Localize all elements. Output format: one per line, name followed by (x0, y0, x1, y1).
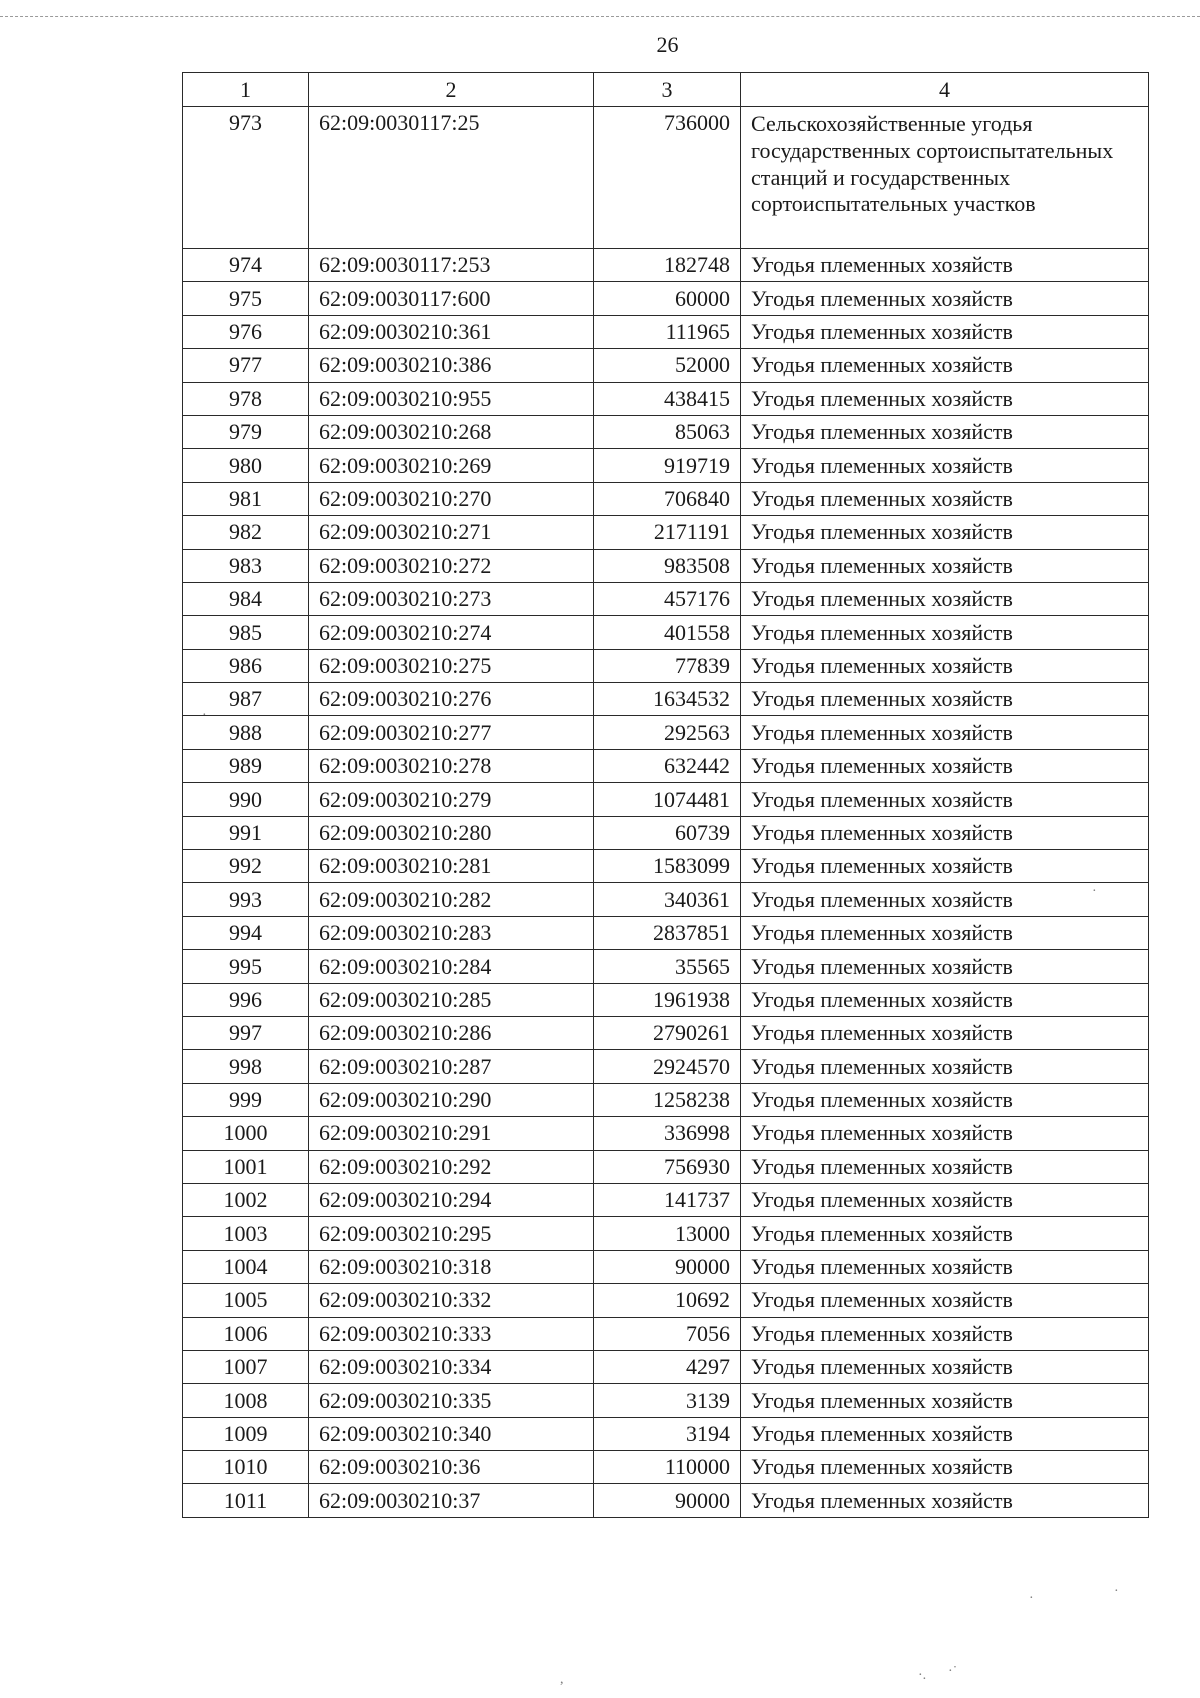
table-row (183, 1250, 1149, 1283)
area-cell: 2790261 (594, 1016, 741, 1049)
land-category-cell: Угодья племенных хозяйств (741, 1083, 1149, 1116)
area-cell: 438415 (594, 382, 741, 415)
column-header: 1 (183, 73, 309, 107)
row-number-cell: 997 (183, 1016, 309, 1049)
table-row (183, 1284, 1149, 1317)
area-cell: 736000 (594, 107, 741, 249)
row-number-cell: 1001 (183, 1150, 309, 1183)
row-number-cell: 976 (183, 315, 309, 348)
cadastral-number-cell: 62:09:0030210:386 (309, 349, 594, 382)
table-row (183, 249, 1149, 282)
land-category-cell: Угодья племенных хозяйств (741, 1183, 1149, 1216)
land-category-cell: Угодья племенных хозяйств (741, 1451, 1149, 1484)
table-row (183, 1050, 1149, 1083)
row-number-cell: 999 (183, 1083, 309, 1116)
scan-speck: · (202, 708, 207, 723)
cadastral-number-cell: 62:09:0030210:287 (309, 1050, 594, 1083)
table-row (183, 1117, 1149, 1150)
land-category-cell: Угодья племенных хозяйств (741, 983, 1149, 1016)
land-category-cell: Угодья племенных хозяйств (741, 1350, 1149, 1383)
table-row (183, 916, 1149, 949)
area-cell: 60000 (594, 282, 741, 315)
area-cell: 1258238 (594, 1083, 741, 1116)
table-row (183, 549, 1149, 582)
area-cell: 90000 (594, 1250, 741, 1283)
land-category-cell: Угодья племенных хозяйств (741, 1317, 1149, 1350)
cadastral-number-cell: 62:09:0030210:278 (309, 749, 594, 782)
land-parcel-table (182, 72, 1149, 1518)
table-row (183, 1150, 1149, 1183)
cadastral-number-cell: 62:09:0030210:271 (309, 516, 594, 549)
area-cell: 4297 (594, 1350, 741, 1383)
cadastral-number-cell: 62:09:0030210:292 (309, 1150, 594, 1183)
cadastral-number-cell: 62:09:0030210:955 (309, 382, 594, 415)
cadastral-number-cell: 62:09:0030210:272 (309, 549, 594, 582)
row-number-cell: 983 (183, 549, 309, 582)
table-row (183, 1016, 1149, 1049)
land-category-cell: Угодья племенных хозяйств (741, 582, 1149, 615)
area-cell: 2924570 (594, 1050, 741, 1083)
row-number-cell: 1009 (183, 1417, 309, 1450)
table-row (183, 1350, 1149, 1383)
cadastral-number-cell: 62:09:0030210:270 (309, 482, 594, 515)
row-number-cell: 988 (183, 716, 309, 749)
cadastral-number-cell: 62:09:0030210:277 (309, 716, 594, 749)
area-cell: 110000 (594, 1451, 741, 1484)
table-row (183, 107, 1149, 249)
cadastral-number-cell: 62:09:0030210:274 (309, 616, 594, 649)
land-category-cell: Угодья племенных хозяйств (741, 783, 1149, 816)
table-row (183, 516, 1149, 549)
cadastral-number-cell: 62:09:0030210:283 (309, 916, 594, 949)
column-header: 2 (309, 73, 594, 107)
table-row (183, 1384, 1149, 1417)
land-category-cell: Угодья племенных хозяйств (741, 382, 1149, 415)
row-number-cell: 1003 (183, 1217, 309, 1250)
area-cell: 77839 (594, 649, 741, 682)
cadastral-number-cell: 62:09:0030117:253 (309, 249, 594, 282)
land-category-cell: Угодья племенных хозяйств (741, 315, 1149, 348)
cadastral-number-cell: 62:09:0030210:290 (309, 1083, 594, 1116)
table-row (183, 482, 1149, 515)
table-row (183, 983, 1149, 1016)
area-cell: 457176 (594, 582, 741, 615)
area-cell: 85063 (594, 415, 741, 448)
row-number-cell: 977 (183, 349, 309, 382)
table-row (183, 716, 1149, 749)
land-category-cell: Угодья племенных хозяйств (741, 549, 1149, 582)
area-cell: 919719 (594, 449, 741, 482)
land-category-cell: Угодья племенных хозяйств (741, 1417, 1149, 1450)
row-number-cell: 979 (183, 415, 309, 448)
area-cell: 7056 (594, 1317, 741, 1350)
area-cell: 756930 (594, 1150, 741, 1183)
cadastral-number-cell: 62:09:0030210:37 (309, 1484, 594, 1517)
row-number-cell: 975 (183, 282, 309, 315)
area-cell: 2837851 (594, 916, 741, 949)
table-row (183, 783, 1149, 816)
land-category-cell: Угодья племенных хозяйств (741, 950, 1149, 983)
row-number-cell: 1006 (183, 1317, 309, 1350)
cadastral-number-cell: 62:09:0030210:285 (309, 983, 594, 1016)
land-category-cell: Угодья племенных хозяйств (741, 1217, 1149, 1250)
land-category-cell: Угодья племенных хозяйств (741, 850, 1149, 883)
scan-speck: ·. (918, 1668, 927, 1683)
row-number-cell: 980 (183, 449, 309, 482)
table-row (183, 950, 1149, 983)
land-category-cell: Угодья племенных хозяйств (741, 482, 1149, 515)
land-category-cell: Угодья племенных хозяйств (741, 683, 1149, 716)
scan-speck: · (1114, 1584, 1119, 1599)
scan-speck: ·˙ (948, 1664, 958, 1679)
land-category-cell: Угодья племенных хозяйств (741, 1117, 1149, 1150)
area-cell: 13000 (594, 1217, 741, 1250)
table-body (183, 107, 1149, 1518)
table-row (183, 1083, 1149, 1116)
table-row (183, 382, 1149, 415)
land-category-cell: Угодья племенных хозяйств (741, 516, 1149, 549)
row-number-cell: 996 (183, 983, 309, 1016)
table-row (183, 449, 1149, 482)
cadastral-number-cell: 62:09:0030210:276 (309, 683, 594, 716)
row-number-cell: 978 (183, 382, 309, 415)
table-row (183, 282, 1149, 315)
area-cell: 90000 (594, 1484, 741, 1517)
row-number-cell: 1005 (183, 1284, 309, 1317)
area-cell: 1634532 (594, 683, 741, 716)
land-category-cell: Угодья племенных хозяйств (741, 749, 1149, 782)
cadastral-number-cell: 62:09:0030210:361 (309, 315, 594, 348)
page-number: 26 (656, 32, 679, 57)
area-cell: 706840 (594, 482, 741, 515)
area-cell: 632442 (594, 749, 741, 782)
area-cell: 1074481 (594, 783, 741, 816)
table-row (183, 616, 1149, 649)
area-cell: 10692 (594, 1284, 741, 1317)
land-category-cell: Угодья племенных хозяйств (741, 883, 1149, 916)
row-number-cell: 990 (183, 783, 309, 816)
land-category-cell: Угодья племенных хозяйств (741, 916, 1149, 949)
cadastral-number-cell: 62:09:0030210:36 (309, 1451, 594, 1484)
row-number-cell: 1007 (183, 1350, 309, 1383)
table-row (183, 415, 1149, 448)
table-row (183, 582, 1149, 615)
area-cell: 1961938 (594, 983, 741, 1016)
row-number-cell: 1004 (183, 1250, 309, 1283)
land-category-cell: Угодья племенных хозяйств (741, 1016, 1149, 1049)
area-cell: 2171191 (594, 516, 741, 549)
column-header: 3 (594, 73, 741, 107)
cadastral-number-cell: 62:09:0030210:295 (309, 1217, 594, 1250)
cadastral-number-cell: 62:09:0030117:600 (309, 282, 594, 315)
row-number-cell: 1011 (183, 1484, 309, 1517)
land-category-cell: Угодья племенных хозяйств (741, 1384, 1149, 1417)
header-row (183, 73, 1149, 107)
scan-speck: , (560, 1672, 564, 1687)
cadastral-number-cell: 62:09:0030210:335 (309, 1384, 594, 1417)
land-category-cell: Угодья племенных хозяйств (741, 249, 1149, 282)
column-header: 4 (741, 73, 1149, 107)
cadastral-number-cell: 62:09:0030210:340 (309, 1417, 594, 1450)
land-category-cell: Угодья племенных хозяйств (741, 282, 1149, 315)
table-row (183, 816, 1149, 849)
cadastral-number-cell: 62:09:0030210:269 (309, 449, 594, 482)
area-cell: 336998 (594, 1117, 741, 1150)
cadastral-number-cell: 62:09:0030210:284 (309, 950, 594, 983)
row-number-cell: 986 (183, 649, 309, 682)
land-category-cell: Угодья племенных хозяйств (741, 449, 1149, 482)
cadastral-number-cell: 62:09:0030210:268 (309, 415, 594, 448)
cadastral-number-cell: 62:09:0030210:273 (309, 582, 594, 615)
cadastral-number-cell: 62:09:0030210:280 (309, 816, 594, 849)
table-row (183, 1417, 1149, 1450)
row-number-cell: 981 (183, 482, 309, 515)
area-cell: 52000 (594, 349, 741, 382)
table-row (183, 649, 1149, 682)
scan-speck: · (1092, 884, 1097, 899)
cadastral-number-cell: 62:09:0030210:294 (309, 1183, 594, 1216)
row-number-cell: 993 (183, 883, 309, 916)
land-category-cell: Угодья племенных хозяйств (741, 1284, 1149, 1317)
cadastral-number-cell: 62:09:0030210:334 (309, 1350, 594, 1383)
land-category-cell: Угодья племенных хозяйств (741, 415, 1149, 448)
table-row (183, 1317, 1149, 1350)
cadastral-number-cell: 62:09:0030210:332 (309, 1284, 594, 1317)
cadastral-number-cell: 62:09:0030210:282 (309, 883, 594, 916)
area-cell: 340361 (594, 883, 741, 916)
area-cell: 182748 (594, 249, 741, 282)
area-cell: 60739 (594, 816, 741, 849)
row-number-cell: 974 (183, 249, 309, 282)
row-number-cell: 1002 (183, 1183, 309, 1216)
table-row (183, 749, 1149, 782)
land-category-cell: Угодья племенных хозяйств (741, 1250, 1149, 1283)
row-number-cell: 973 (183, 107, 309, 249)
area-cell: 983508 (594, 549, 741, 582)
table-row (183, 1217, 1149, 1250)
row-number-cell: 1010 (183, 1451, 309, 1484)
table-row (183, 349, 1149, 382)
land-category-cell: Угодья племенных хозяйств (741, 349, 1149, 382)
table-row (183, 883, 1149, 916)
land-category-cell: Угодья племенных хозяйств (741, 649, 1149, 682)
table-row (183, 1183, 1149, 1216)
row-number-cell: 989 (183, 749, 309, 782)
land-category-cell: Угодья племенных хозяйств (741, 1150, 1149, 1183)
cadastral-number-cell: 62:09:0030210:333 (309, 1317, 594, 1350)
area-cell: 3194 (594, 1417, 741, 1450)
land-category-cell: Сельскохозяйственные угодья государственных сортоиспытательных станций и государственных сортоиспытательных участков (741, 107, 1149, 249)
row-number-cell: 992 (183, 850, 309, 883)
area-cell: 3139 (594, 1384, 741, 1417)
cadastral-number-cell: 62:09:0030117:25 (309, 107, 594, 249)
land-category-cell: Угодья племенных хозяйств (741, 816, 1149, 849)
row-number-cell: 984 (183, 582, 309, 615)
table-row (183, 683, 1149, 716)
row-number-cell: 987 (183, 683, 309, 716)
cadastral-number-cell: 62:09:0030210:286 (309, 1016, 594, 1049)
cadastral-number-cell: 62:09:0030210:275 (309, 649, 594, 682)
table-row (183, 1484, 1149, 1517)
cadastral-number-cell: 62:09:0030210:279 (309, 783, 594, 816)
land-category-cell: Угодья племенных хозяйств (741, 1484, 1149, 1517)
table-row (183, 315, 1149, 348)
area-cell: 292563 (594, 716, 741, 749)
row-number-cell: 985 (183, 616, 309, 649)
row-number-cell: 991 (183, 816, 309, 849)
area-cell: 35565 (594, 950, 741, 983)
cadastral-number-cell: 62:09:0030210:291 (309, 1117, 594, 1150)
area-cell: 1583099 (594, 850, 741, 883)
land-category-cell: Угодья племенных хозяйств (741, 616, 1149, 649)
table-row (183, 1451, 1149, 1484)
area-cell: 111965 (594, 315, 741, 348)
area-cell: 141737 (594, 1183, 741, 1216)
area-cell: 401558 (594, 616, 741, 649)
scan-edge-line (0, 16, 1200, 17)
scan-speck: · (1029, 1591, 1034, 1606)
row-number-cell: 995 (183, 950, 309, 983)
land-category-cell: Угодья племенных хозяйств (741, 1050, 1149, 1083)
cadastral-number-cell: 62:09:0030210:281 (309, 850, 594, 883)
cadastral-number-cell: 62:09:0030210:318 (309, 1250, 594, 1283)
row-number-cell: 998 (183, 1050, 309, 1083)
row-number-cell: 994 (183, 916, 309, 949)
row-number-cell: 982 (183, 516, 309, 549)
land-category-cell: Угодья племенных хозяйств (741, 716, 1149, 749)
row-number-cell: 1008 (183, 1384, 309, 1417)
table-row (183, 850, 1149, 883)
row-number-cell: 1000 (183, 1117, 309, 1150)
